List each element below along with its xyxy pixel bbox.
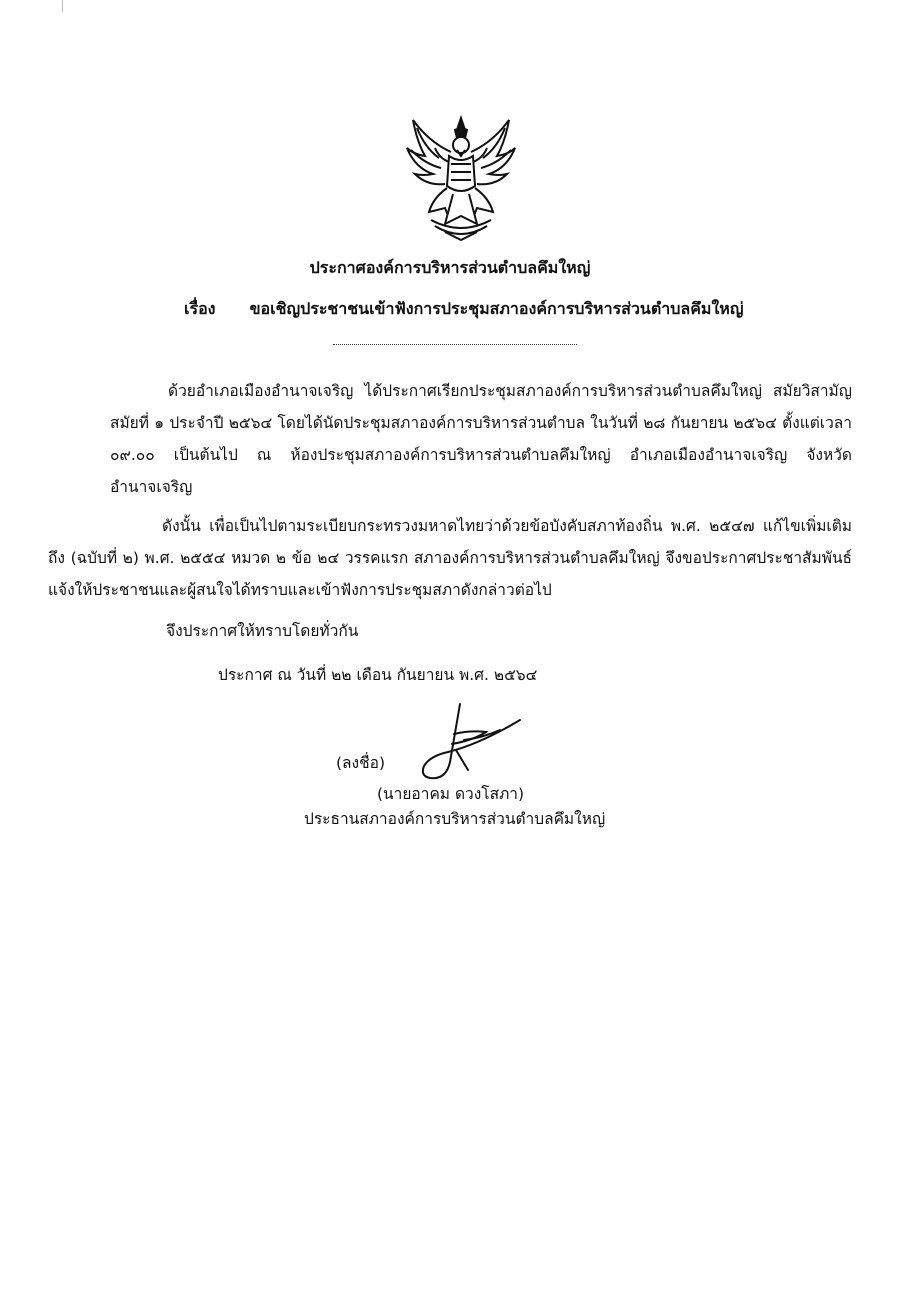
signer-name: (นายอาคม ดวงโสภา) bbox=[377, 785, 525, 803]
subject-label: เรื่อง bbox=[184, 299, 216, 318]
closing-text: จึงประกาศให้ทราบโดยทั่วกัน bbox=[166, 622, 359, 640]
paragraph-1-text: ด้วยอำเภอเมืองอำนาจเจริญ ได้ประกาศเรียกประชุมสภาองค์การบริหารส่วนตำบลคึมใหญ่ สมัยวิสามัญ สมัยที่ ๑ ประจำปี ๒๕๖๔ โดยได้นัดประชุมสภาองค์การบริหารส่วนตำบล ในวันที่ ๒๘ กันยายน ๒๕๖๔ ตั้งแต่เวลา ๐๙.๐๐ เป็นต้นไป ณ ห้องประชุมสภาองค์การบริหารส่วนตำบลคึมใหญ่ อำเภอเมืองอำนาจเจริญ จังหวัดอำนาจเจริญ bbox=[110, 382, 852, 496]
scan-mark bbox=[62, 0, 69, 12]
paragraph-2 bbox=[48, 510, 852, 606]
handwritten-signature bbox=[390, 700, 530, 790]
garuda-emblem-icon bbox=[405, 112, 517, 242]
subject-text: ขอเชิญประชาชนเข้าฟังการประชุมสภาองค์การบริหารส่วนตำบลคึมใหญ่ bbox=[249, 299, 744, 318]
subject-line bbox=[184, 299, 743, 319]
signer-position: ประธานสภาองค์การบริหารส่วนตำบลคึมใหญ่ bbox=[304, 810, 606, 828]
dotted-divider bbox=[333, 344, 577, 345]
paragraph-2-text: ดังนั้น เพื่อเป็นไปตามระเบียบกระทรวงมหาดไทยว่าด้วยข้อบังคับสภาท้องถิ่น พ.ศ. ๒๕๔๗ แก้ไขเพิ่มเติมถึง (ฉบับที่ ๒) พ.ศ. ๒๕๕๔ หมวด ๒ ข้อ ๒๔ วรรคแรก สภาองค์การบริหารส่วนตำบลคึมใหญ่ จึงขอประกาศประชาสัมพันธ์ แจ้งให้ประชาชนและผู้สนใจได้ทราบและเข้าฟังการประชุมสภาดังกล่าวต่อไป bbox=[48, 517, 852, 599]
announcement-title: ประกาศองค์การบริหารส่วนตำบลคึมใหญ่ bbox=[309, 258, 591, 277]
announcement-date: ประกาศ ณ วันที่ ๒๒ เดือน กันยายน พ.ศ. ๒๕๖๔ bbox=[218, 666, 538, 684]
paragraph-1 bbox=[110, 375, 852, 503]
sign-label: (ลงชื่อ) bbox=[336, 754, 385, 772]
